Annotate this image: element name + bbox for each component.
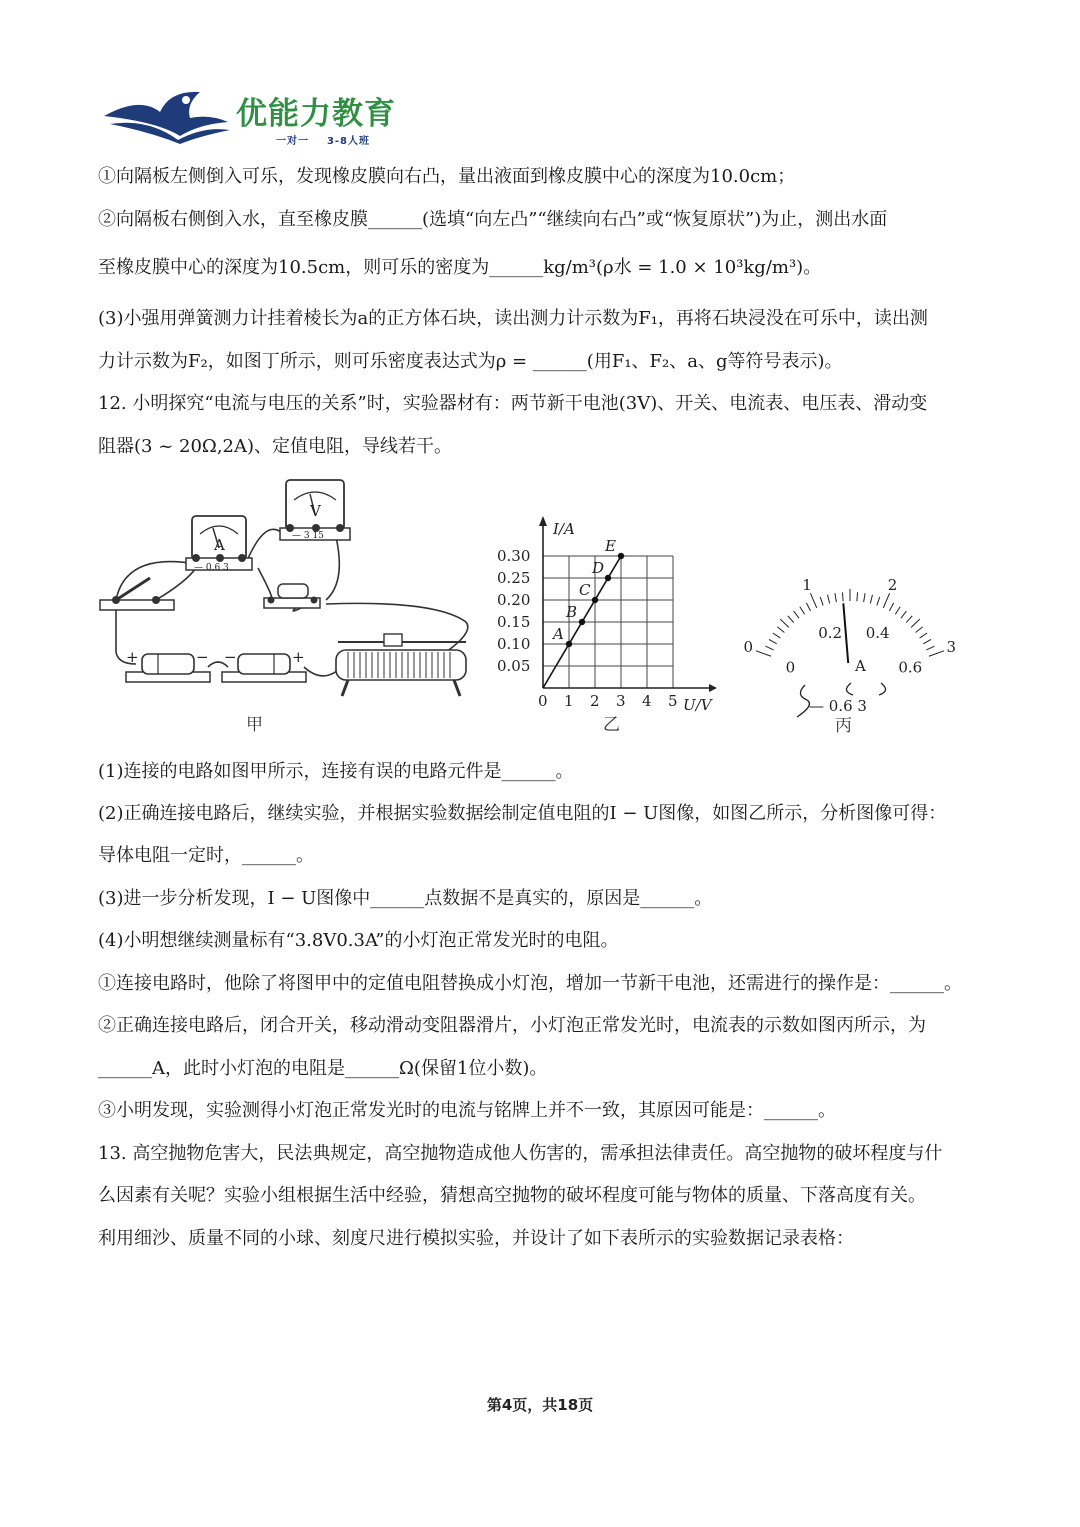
dial-tick <box>895 607 900 615</box>
dial-tick <box>920 633 927 638</box>
text-line: (2)正确连接电路后，继续实验，并根据实验数据绘制定值电阻的I − U图像，如图乙所示，分析图像可得： <box>98 803 947 824</box>
dial-tick <box>765 646 773 650</box>
point-label: B <box>566 603 578 621</box>
brand-sub-right: 3-8人班 <box>326 136 371 147</box>
y-tick-label: 0.25 <box>497 569 531 587</box>
text-line: ①连接电路时，他除了将图甲中的定值电阻替换成小灯泡，增加一节新干电池，还需进行的操作是：______。 <box>98 973 962 994</box>
dial-tick <box>883 593 889 608</box>
dial-tick <box>769 639 777 643</box>
x-tick-label: 0 <box>538 692 548 710</box>
dial-tick <box>800 607 805 615</box>
text-line: ______A，此时小灯泡的电阻是______Ω(保留1位小数)。 <box>98 1058 548 1079</box>
data-point <box>566 641 572 647</box>
point-label: C <box>579 581 591 599</box>
y-tick-label: 0.15 <box>497 613 531 631</box>
rheostat <box>336 634 466 696</box>
brand-sub-left: 一对一 <box>276 136 309 147</box>
battery-plus-2: + <box>292 648 305 666</box>
battery-right <box>222 648 306 682</box>
x-tick-label: 2 <box>590 692 600 710</box>
ammeter-needle <box>843 603 848 663</box>
text-line: 么因素有关呢？实验小组根据生活中经验，猜想高空抛物的破坏程度可能与物体的质量、下落高度有关。 <box>98 1185 926 1206</box>
brand-subtitle <box>276 132 370 147</box>
dial-tick <box>780 619 789 627</box>
data-point <box>592 597 598 603</box>
x-axis-arrow-icon <box>709 684 717 692</box>
ammeter-label: A <box>214 536 225 554</box>
dial-tick <box>926 646 934 650</box>
dial-tick <box>916 627 923 633</box>
ammeter-scale: — 0.6 3 <box>194 563 229 573</box>
x-tick-label: 1 <box>564 692 574 710</box>
battery-minus: − <box>196 648 209 666</box>
fixed-resistor <box>264 584 320 608</box>
dial-label-top: 0 <box>743 638 754 657</box>
dial-label-top: 2 <box>887 575 898 594</box>
data-point <box>579 619 585 625</box>
point-label: E <box>605 537 616 555</box>
text-line: 12. 小明探究“电流与电压的关系”时，实验器材有：两节新干电池(3V)、开关、电流表、电压表、滑动变 <box>98 393 928 414</box>
brand-name: 优能力教育 <box>236 96 396 132</box>
dial-tick <box>923 639 931 643</box>
dial-label-top: 3 <box>946 638 957 657</box>
dial-tick <box>820 597 823 606</box>
dial-tick <box>756 651 771 656</box>
text-line: ②正确连接电路后，闭合开关，移动滑动变阻器滑片，小灯泡正常发光时，电流表的示数如图丙所示，为 <box>98 1015 926 1036</box>
dial-label-bottom: 0.4 <box>865 623 890 642</box>
dial-tick <box>842 592 843 601</box>
dial-tick <box>773 633 780 638</box>
battery-minus-2: − <box>224 648 237 666</box>
text-line: 利用细沙、质量不同的小球、刻度尺进行模拟实验，并设计了如下表所示的实验数据记录表格： <box>98 1228 854 1249</box>
dial-tick <box>911 619 920 627</box>
dial-tick <box>788 616 794 623</box>
dial-unit: A <box>855 657 866 675</box>
text-line: (4)小明想继续测量标有“3.8V0.3A”的小灯泡正常发光时的电阻。 <box>98 930 619 951</box>
x-tick-label: 3 <box>616 692 626 710</box>
dial-tick <box>877 597 880 606</box>
dial-tick <box>777 627 784 633</box>
dial-tick <box>889 603 893 611</box>
text-line: (3)小强用弹簧测力计挂着棱长为a的正方体石块，读出测力计示数为F₁，再将石块浸没在可乐中，读出测 <box>98 308 928 329</box>
dial-label-bottom: 0.6 <box>898 658 923 677</box>
circuit-figure <box>96 472 481 740</box>
dial-tick <box>794 611 799 618</box>
y-tick-label: 0.20 <box>497 591 531 609</box>
dial-tick <box>906 616 912 623</box>
dial-tick <box>864 593 865 602</box>
iu-chart <box>495 512 730 737</box>
text-line: ①向隔板左侧倒入可乐，发现橡皮膜向右凸，量出液面到橡皮膜中心的深度为10.0cm； <box>98 166 796 187</box>
point-label: A <box>553 625 564 643</box>
x-tick-label: 5 <box>668 692 678 710</box>
dial-tick <box>810 593 816 608</box>
voltmeter <box>280 480 350 541</box>
y-tick-label: 0.05 <box>497 657 531 675</box>
voltmeter-scale: — 3 15 <box>292 531 324 541</box>
voltmeter-label: V <box>310 502 321 520</box>
data-point <box>618 553 624 559</box>
y-tick-label: 0.30 <box>497 547 531 565</box>
figure-caption-yi: 乙 <box>603 715 620 735</box>
point-label: D <box>592 559 605 577</box>
text-line: 力计示数为F₂，如图丁所示，则可乐密度表达式为ρ = ______(用F₁、F₂、a、g等符号表示)。 <box>98 351 843 372</box>
dial-tick <box>828 595 830 604</box>
dial-tick <box>929 651 944 656</box>
text-line: ②向隔板右侧倒入水，直至橡皮膜______(选填“向左凸”“继续向右凸”或“恢复原状”)为止，测出水面 <box>98 209 888 230</box>
text-line: (1)连接的电路如图甲所示，连接有误的电路元件是______。 <box>98 761 574 782</box>
dial-tick <box>806 603 810 611</box>
dial-tick <box>870 595 872 604</box>
dial-label-top: 1 <box>802 575 812 594</box>
figure-caption-jia: 甲 <box>246 715 263 735</box>
figure-caption-bing: 丙 <box>835 716 852 736</box>
ammeter <box>186 516 252 573</box>
ammeter-dial-figure <box>735 545 975 740</box>
dial-label-bottom: 0 <box>785 658 796 677</box>
dial-tick <box>857 592 858 601</box>
dial-label-bottom: 0.2 <box>818 623 843 642</box>
text-line: 至橡皮膜中心的深度为10.5cm，则可乐的密度为______kg/m³(ρ水 = 1.0 × 10³kg/m³)。 <box>98 257 822 278</box>
data-point <box>605 575 611 581</box>
dial-terminals: — 0.6 3 <box>809 697 867 715</box>
x-tick-label: 4 <box>642 692 652 710</box>
page-footer: 第4页，共18页 <box>486 1396 594 1414</box>
text-line: 导体电阻一定时，______。 <box>98 845 314 866</box>
text-line: ③小明发现，实验测得小灯泡正常发光时的电流与铭牌上并不一致，其原因可能是：______。 <box>98 1100 836 1121</box>
y-axis-label: I/A <box>553 520 575 538</box>
text-line: (3)进一步分析发现，I − U图像中______点数据不是真实的，原因是______。 <box>98 888 713 909</box>
dial-tick <box>901 611 906 618</box>
text-line: 13. 高空抛物危害大，民法典规定，高空抛物造成他人伤害的，需承担法律责任。高空抛物的破坏程度与什 <box>98 1143 943 1164</box>
y-axis-arrow-icon <box>539 516 547 526</box>
battery-left <box>126 648 210 682</box>
text-line: 阻器(3 ~ 20Ω,2A)、定值电阻，导线若干。 <box>98 436 453 457</box>
battery-plus: + <box>126 648 139 666</box>
x-axis-label: U/V <box>683 696 712 714</box>
dial-tick <box>835 593 836 602</box>
y-tick-label: 0.10 <box>497 635 531 653</box>
